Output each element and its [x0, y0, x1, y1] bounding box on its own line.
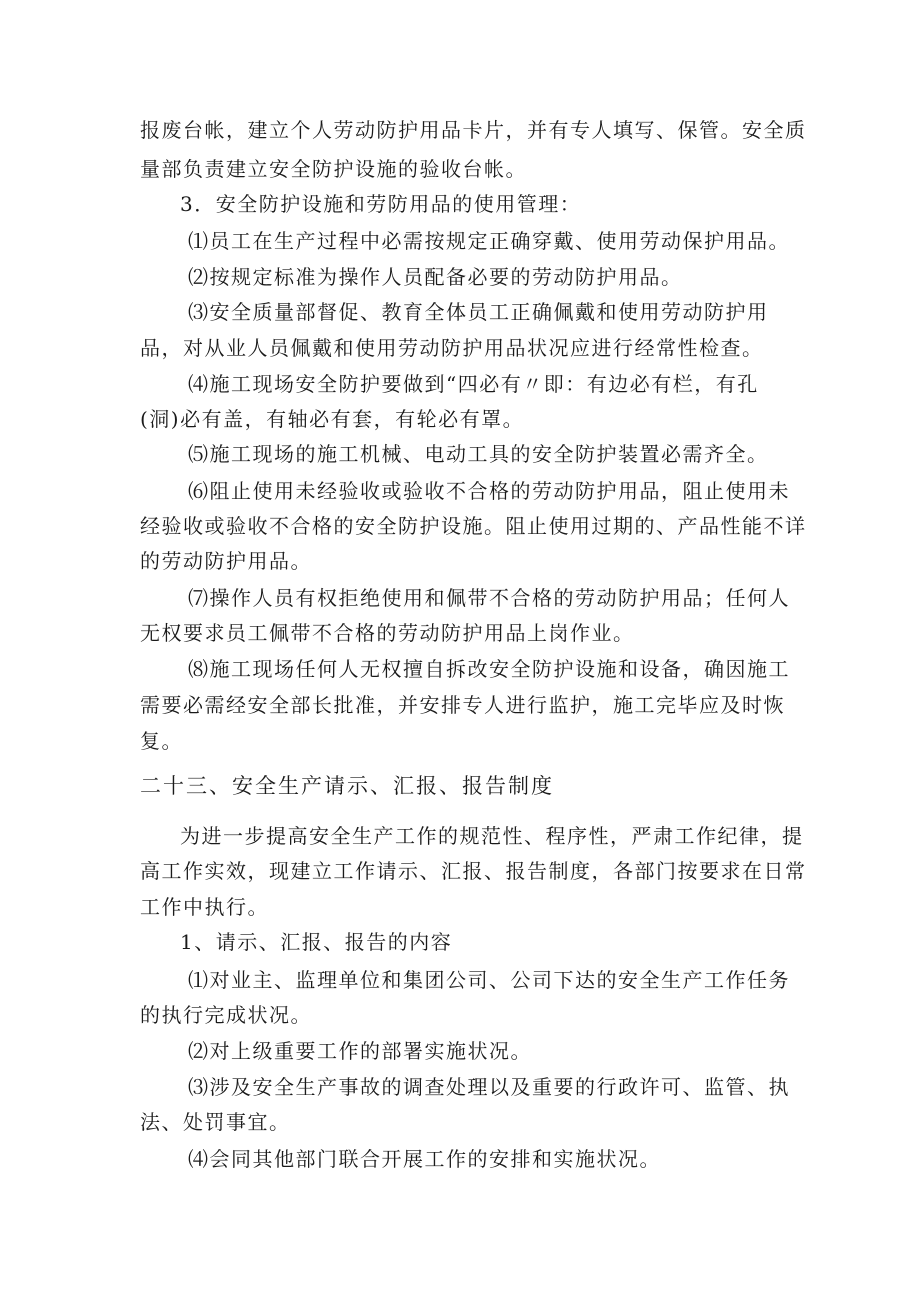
section-heading: 3．安全防护设施和劳防用品的使用管理：	[180, 192, 582, 216]
paragraph-line: 报废台帐，建立个人劳动防护用品卡片，并有专人填写、保管。安全质	[140, 118, 807, 142]
paragraph-line: 工作中执行。	[140, 895, 269, 919]
list-item: ⑷施工现场安全防护要做到“四必有〃即：有边必有栏，有孔	[188, 372, 759, 396]
list-item: ⑴对业主、监理单位和集团公司、公司下达的安全生产工作任务	[188, 968, 790, 992]
list-item: ⑶涉及安全生产事故的调查处理以及重要的行政许可、监管、执	[188, 1075, 790, 1099]
list-item: ⑵按规定标准为操作人员配备必要的劳动防护用品。	[188, 265, 683, 289]
list-item: ⑶安全质量部督促、教育全体员工正确佩戴和使用劳动防护用	[188, 300, 769, 324]
list-item: ⑻施工现场任何人无权擅自拆改安全防护设施和设备，确因施工	[188, 657, 790, 681]
chapter-heading: 二十三、安全生产请示、汇报、报告制度	[140, 774, 554, 798]
paragraph-line: 法、处罚事宜。	[140, 1110, 291, 1134]
list-item: ⑺操作人员有权拒绝使用和佩带不合格的劳动防护用品；任何人	[188, 586, 790, 610]
section-heading: 1、请示、汇报、报告的内容	[180, 930, 453, 954]
paragraph-line: 的执行完成状况。	[140, 1003, 312, 1027]
list-item: ⑸施工现场的施工机械、电动工具的安全防护装置必需齐全。	[188, 442, 769, 466]
paragraph-line: 无权要求员工佩带不合格的劳动防护用品上岗作业。	[140, 621, 635, 645]
list-item: ⑴员工在生产过程中必需按规定正确穿戴、使用劳动保护用品。	[188, 229, 790, 253]
paragraph-line: 复。	[140, 729, 183, 753]
paragraph-line: 品，对从业人员佩戴和使用劳动防护用品状况应进行经常性检查。	[140, 336, 764, 360]
paragraph-line: 高工作实效，现建立工作请示、汇报、报告制度，各部门按要求在日常	[140, 859, 807, 883]
paragraph-line: 经验收或验收不合格的安全防护设施。阻止使用过期的、产品性能不详	[140, 514, 807, 538]
list-item: ⑵对上级重要工作的部署实施状况。	[188, 1039, 532, 1063]
list-item: ⑷会同其他部门联合开展工作的安排和实施状况。	[188, 1147, 661, 1171]
paragraph-line: 需要必需经安全部长批准，并安排专人进行监护，施工完毕应及时恢	[140, 693, 785, 717]
paragraph-line: 为进一步提高安全生产工作的规范性、程序性，严肃工作纪律，提	[180, 824, 804, 848]
paragraph-line: 量部负责建立安全防护设施的验收台帐。	[140, 157, 527, 181]
list-item: ⑹阻止使用未经验收或验收不合格的劳动防护用品，阻止使用未	[188, 479, 790, 503]
paragraph-line: 的劳动防护用品。	[140, 549, 312, 573]
paragraph-line: (洞)必有盖，有轴必有套，有轮必有罩。	[140, 407, 525, 431]
